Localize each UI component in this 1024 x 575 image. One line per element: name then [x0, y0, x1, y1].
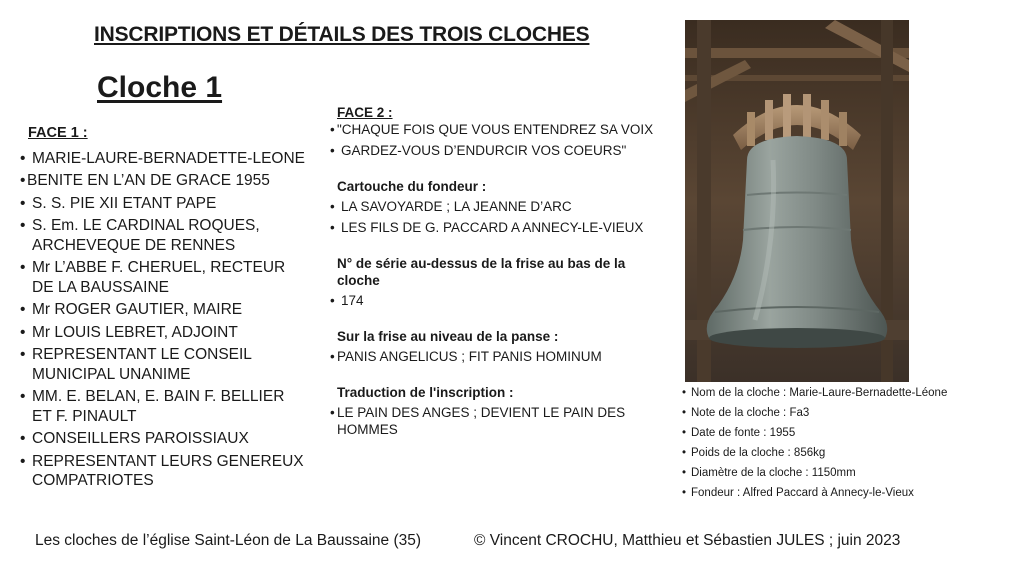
face1-section — [20, 124, 305, 494]
list-item: • LA SAVOYARDE ; LA JEANNE D’ARC — [330, 199, 572, 214]
translation-list — [330, 404, 660, 438]
bell-illustration — [685, 20, 909, 382]
list-item: • LES FILS DE G. PACCARD A ANNECY-LE-VIEUX — [330, 220, 644, 235]
list-item: • Date de fonte : 1955 — [682, 427, 796, 439]
list-item: • Poids de la cloche : 856kg — [682, 447, 826, 459]
face2-list — [330, 121, 660, 159]
list-item: • Fondeur : Alfred Paccard à Annecy-le-Vieux — [682, 487, 914, 499]
list-item: • "CHAQUE FOIS QUE VOUS ENTENDREZ SA VOIX — [330, 122, 654, 137]
list-item: • GARDEZ-VOUS D’ENDURCIR VOS COEURS" — [330, 143, 627, 158]
footer-source: Les cloches de l’église Saint-Léon de La Baussaine (35) — [35, 532, 422, 549]
bell-details — [682, 386, 952, 506]
list-item: • REPRESENTANT LE CONSEIL MUNICIPAL UNANIME — [20, 346, 252, 383]
face1-list — [20, 149, 305, 491]
frise-heading: Sur la frise au niveau de la panse : — [337, 329, 559, 344]
list-item: • Nom de la cloche : Marie-Laure-Bernadette-Léone — [682, 387, 948, 399]
list-item: • LE PAIN DES ANGES ; DEVIENT LE PAIN DES HOMMES — [330, 405, 626, 437]
list-item: • MARIE-LAURE-BERNADETTE-LEONE — [20, 149, 306, 167]
list-item: • S. Em. LE CARDINAL ROQUES, ARCHEVEQUE DE RENNES — [20, 217, 260, 254]
face1-label: FACE 1 : — [28, 125, 88, 141]
serial-list — [330, 292, 660, 309]
list-item: • Note de la cloche : Fa3 — [682, 407, 810, 419]
list-item: • Mr LOUIS LEBRET, ADJOINT — [20, 323, 238, 341]
translation-heading: Traduction de l'inscription : — [337, 385, 514, 400]
list-item: • REPRESENTANT LEURS GENEREUX COMPATRIOTES — [20, 452, 304, 489]
bell-heading: Cloche 1 — [97, 71, 223, 104]
inscriptions-section — [330, 104, 660, 442]
frise-list — [330, 348, 660, 365]
serial-heading: N° de série au-dessus de la frise au bas de la cloche — [337, 256, 626, 288]
list-item: • CONSEILLERS PAROISSIAUX — [20, 430, 249, 447]
list-item: • S. S. PIE XII ETANT PAPE — [20, 194, 217, 212]
list-item: • Mr ROGER GAUTIER, MAIRE — [20, 301, 243, 318]
list-item: • MM. E. BELAN, E. BAIN F. BELLIER ET F. PINAULT — [20, 388, 285, 425]
list-item: • Diamètre de la cloche : 1150mm — [682, 467, 856, 479]
slide-title: INSCRIPTIONS ET DÉTAILS DES TROIS CLOCHES — [94, 23, 590, 46]
cartouche-heading: Cartouche du fondeur : — [337, 179, 487, 194]
list-item: • PANIS ANGELICUS ; FIT PANIS HOMINUM — [330, 349, 602, 364]
footer-copyright: © Vincent CROCHU, Matthieu et Sébastien JULES ; juin 2023 — [474, 532, 901, 549]
cartouche-list — [330, 198, 660, 236]
details-list — [682, 386, 952, 500]
bell-photo — [685, 20, 909, 382]
face2-label: FACE 2 : — [337, 105, 393, 120]
list-item: • BENITE EN L’AN DE GRACE 1955 — [20, 172, 270, 189]
list-item: • 174 — [330, 293, 364, 308]
list-item: • Mr L’ABBE F. CHERUEL, RECTEUR DE LA BAUSSAINE — [20, 259, 286, 296]
